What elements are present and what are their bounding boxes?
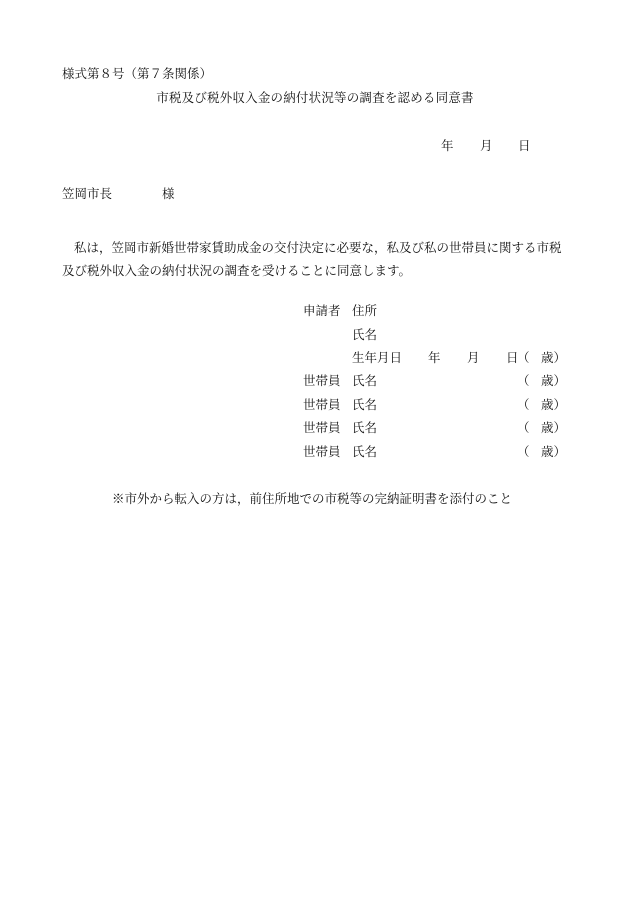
consent-statement-line-1: 私は，笠岡市新婚世帯家賃助成金の交付決定に必要な，私及び私の世帯員に関する市税 — [74, 240, 562, 255]
household-member-age-label: 歳） — [541, 444, 567, 459]
household-member-age-open: （ — [517, 397, 530, 412]
household-member-name-label: 氏名 — [352, 373, 378, 388]
applicant-birth-month: 月 — [467, 350, 480, 365]
household-member-age-open: （ — [517, 373, 530, 388]
household-member-row — [0, 399, 630, 415]
consent-statement — [62, 236, 582, 282]
household-member-name-label: 氏名 — [352, 444, 378, 459]
household-member-age-label: 歳） — [541, 397, 567, 412]
household-member-name-label: 氏名 — [352, 397, 378, 412]
applicant-address-label: 住所 — [352, 303, 378, 318]
consent-statement-line-2: 及び税外収入金の納付状況の調査を受けることに同意します。 — [62, 263, 412, 278]
applicant-address-row — [0, 305, 630, 321]
household-member-age-open: （ — [517, 444, 530, 459]
household-member-row — [0, 446, 630, 462]
household-member-age-label: 歳） — [541, 420, 567, 435]
household-member-row — [0, 422, 630, 438]
applicant-name-row — [0, 329, 630, 345]
addressee-honorific: 様 — [162, 186, 175, 201]
applicant-birth-year: 年 — [428, 350, 441, 365]
date-month: 月 — [480, 138, 493, 153]
household-member-age-open: （ — [517, 420, 530, 435]
form-number: 様式第８号（第７条関係） — [62, 66, 213, 81]
applicant-birth-row — [0, 352, 630, 368]
document-title: 市税及び税外収入金の納付状況等の調査を認める同意書 — [156, 90, 474, 105]
household-member-label: 世帯員 — [303, 420, 341, 435]
date-day: 日 — [518, 138, 531, 153]
attachment-note: ※市外から転入の方は，前住所地での市税等の完納証明書を添付のこと — [112, 491, 513, 506]
applicant-label: 申請者 — [303, 303, 341, 318]
household-member-name-label: 氏名 — [352, 420, 378, 435]
household-member-label: 世帯員 — [303, 397, 341, 412]
applicant-age-label: 歳） — [541, 350, 567, 365]
applicant-birth-label: 生年月日 — [352, 350, 403, 365]
date-year: 年 — [441, 138, 454, 153]
household-member-row — [0, 375, 630, 391]
household-member-age-label: 歳） — [541, 373, 567, 388]
applicant-name-label: 氏名 — [352, 327, 378, 342]
household-member-label: 世帯員 — [303, 373, 341, 388]
addressee-name: 笠岡市長 — [62, 186, 113, 201]
household-member-label: 世帯員 — [303, 444, 341, 459]
applicant-age-open: （ — [517, 350, 530, 365]
applicant-birth-day: 日 — [506, 350, 519, 365]
